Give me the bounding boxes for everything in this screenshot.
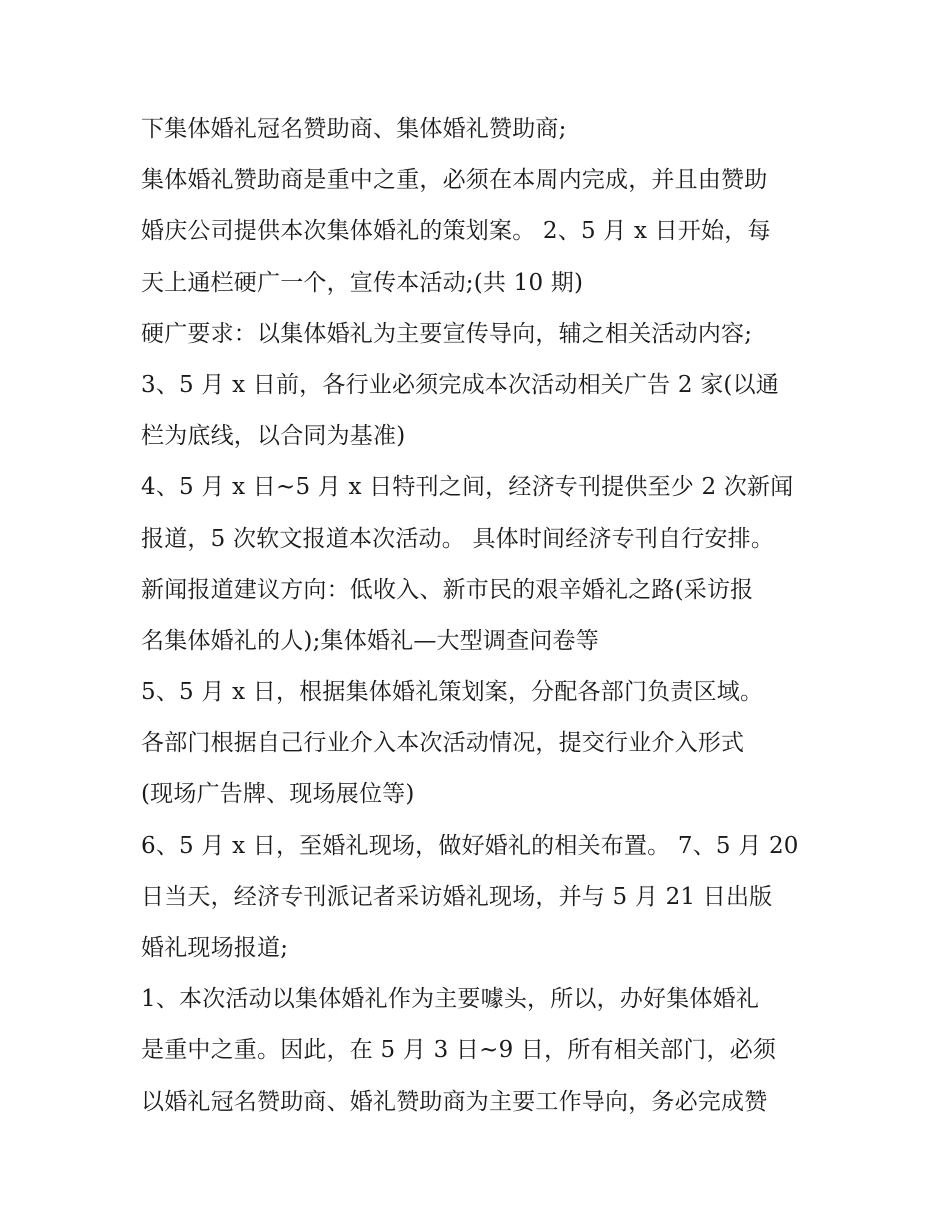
- text-line: 硬广要求：以集体婚礼为主要宣传导向，辅之相关活动内容;: [141, 320, 753, 347]
- text-line: 日当天，经济专刊派记者采访婚礼现场，并与 5 月 21 日出版: [141, 883, 773, 910]
- text-line: 名集体婚礼的人);集体婚礼—大型调查问卷等: [141, 627, 599, 654]
- text-line: 集体婚礼赞助商是重中之重，必须在本周内完成，并且由赞助: [141, 167, 768, 194]
- text-line: (现场广告牌、现场展位等): [141, 781, 415, 808]
- text-line: 6、5 月 x 日，至婚礼现场，做好婚礼的相关布置。 7、5 月 20: [141, 832, 799, 859]
- text-line: 4、5 月 x 日~5 月 x 日特刊之间，经济专刊提供至少 2 次新闻: [141, 474, 794, 501]
- text-line: 各部门根据自己行业介入本次活动情况，提交行业介入形式: [141, 730, 745, 757]
- text-line: 1、本次活动以集体婚礼作为主要噱头，所以，办好集体婚礼: [141, 986, 760, 1013]
- text-line: 栏为底线，以合同为基准): [141, 423, 406, 450]
- text-line: 报道，5 次软文报道本次活动。 具体时间经济专刊自行安排。: [141, 525, 775, 552]
- document-body: [141, 104, 831, 1128]
- text-line: 下集体婚礼冠名赞助商、集体婚礼赞助商;: [141, 116, 567, 142]
- text-line: 婚庆公司提供本次集体婚礼的策划案。 2、5 月 x 日开始，每: [141, 218, 771, 245]
- text-line: 婚礼现场报道;: [141, 935, 289, 961]
- text-line: 新闻报道建议方向：低收入、新市民的艰辛婚礼之路(采访报: [141, 576, 754, 603]
- text-line: 是重中之重。因此，在 5 月 3 日~9 日，所有相关部门，必须: [141, 1037, 777, 1064]
- text-line: 5、5 月 x 日，根据集体婚礼策划案，分配各部门负责区域。: [141, 679, 764, 706]
- text-line: 3、5 月 x 日前，各行业必须完成本次活动相关广告 2 家(以通: [141, 371, 779, 398]
- text-line: 天上通栏硬广一个，宣传本活动;(共 10 期): [141, 269, 584, 296]
- text-line: 以婚礼冠名赞助商、婚礼赞助商为主要工作导向，务必完成赞: [141, 1088, 768, 1115]
